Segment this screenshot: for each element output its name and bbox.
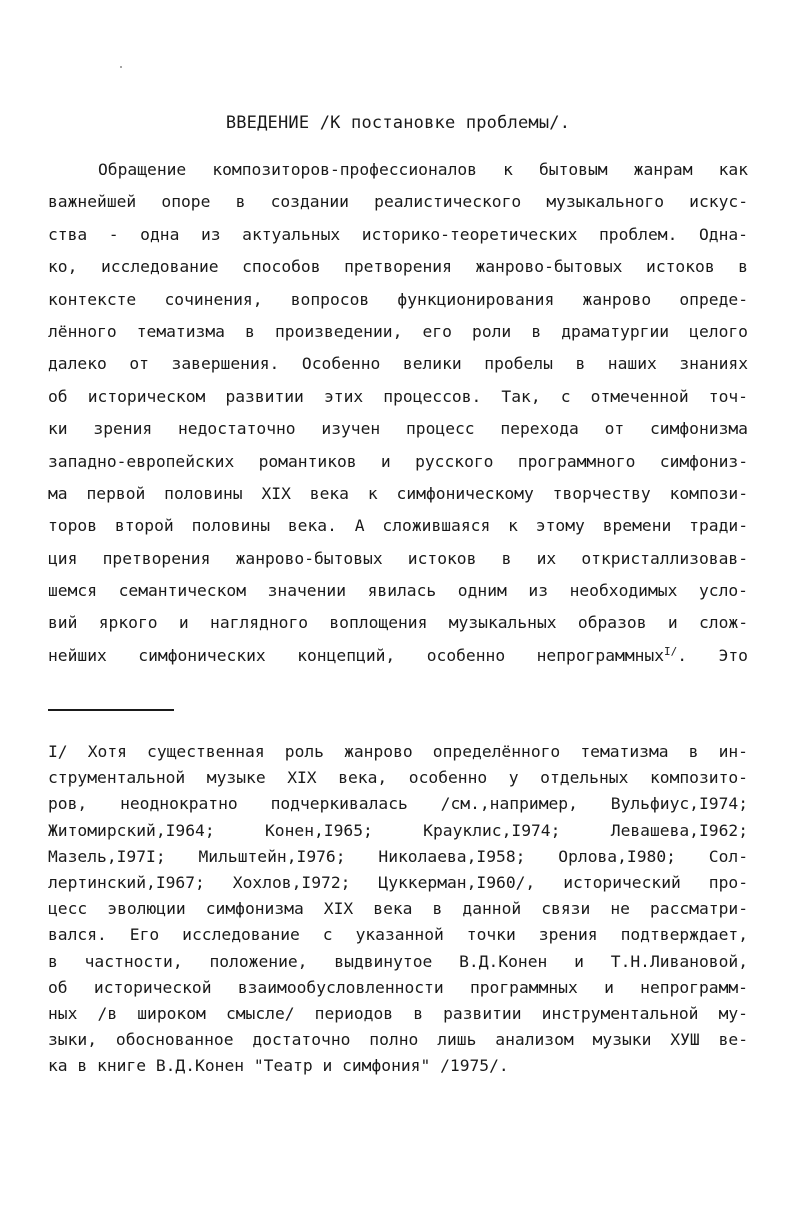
body-line: ки зрения недостаточно изучен процесс перехода от симфонизма bbox=[48, 419, 748, 439]
footnote-line: лертинский,I967; Хохлов,I972; Цуккерман,I960/, исторический про- bbox=[48, 872, 748, 892]
body-line: Обращение композиторов-профессионалов к бытовым жанрам как bbox=[98, 160, 748, 179]
body-line: далеко от завершения. Особенно велики пробелы в наших знаниях bbox=[48, 354, 748, 374]
body-text bbox=[48, 154, 748, 672]
footnote-line: ров, неоднократно подчеркивалась /см.,например, Вульфиус,I974; bbox=[48, 794, 748, 814]
footnote-line: цесс эволюции симфонизма XIX века в данной связи не рассматри- bbox=[48, 899, 748, 919]
footnote-line: I/ Хотя существенная роль жанрово определённого тематизма в ин- bbox=[48, 742, 748, 761]
footnote-line: ка в книге В.Д.Конен "Театр и симфония" /1975/. bbox=[48, 1056, 509, 1076]
footnote-line: вался. Его исследование с указанной точки зрения подтверждает, bbox=[48, 925, 748, 945]
body-line: шемся семантическом значении явилась одним из необходимых усло- bbox=[48, 581, 748, 601]
body-line: об историческом развитии этих процессов. Так, с отмеченной точ- bbox=[48, 386, 748, 406]
body-line-tail: . Это bbox=[677, 645, 748, 665]
footnote-marker: I/ bbox=[664, 644, 678, 658]
body-line: ства - одна из актуальных историко-теоретических проблем. Одна- bbox=[48, 224, 748, 244]
body-line: лённого тематизма в произведении, его роли в драматургии целого bbox=[48, 321, 748, 341]
footnote-line: ных /в широком смысле/ периодов в развитии инструментальной му- bbox=[48, 1003, 748, 1023]
footnote-divider bbox=[48, 709, 174, 711]
body-line: ция претворения жанрово-бытовых истоков в их откристаллизовав- bbox=[48, 548, 748, 568]
footnote-text bbox=[48, 739, 748, 1079]
footnote-line: в частности, положение, выдвинутое В.Д.Конен и Т.Н.Ливановой, bbox=[48, 951, 748, 971]
body-line: контексте сочинения, вопросов функционирования жанрово опреде- bbox=[48, 289, 748, 309]
scan-speck bbox=[120, 66, 122, 68]
page-title: ВВЕДЕНИЕ /К постановке проблемы/. bbox=[225, 113, 571, 133]
body-line: ма первой половины XIX века к симфоническому творчеству компози- bbox=[48, 483, 748, 503]
body-line: вий яркого и наглядного воплощения музыкальных образов и слож- bbox=[48, 613, 748, 633]
footnote-line: зыки, обоснованное достаточно полно лишь анализом музыки ХУШ ве- bbox=[48, 1030, 748, 1050]
body-line: ко, исследование способов претворения жанрово-бытовых истоков в bbox=[48, 257, 748, 277]
body-line-text: нейших симфонических концепций, особенно непрограммных bbox=[48, 645, 665, 665]
body-line: важнейшей опоре в создании реалистического музыкального искус- bbox=[48, 192, 748, 212]
footnote-line: об исторической взаимообусловленности программных и непрограмм- bbox=[48, 977, 748, 997]
footnote-line: струментальной музыке XIX века, особенно у отдельных композито- bbox=[48, 768, 748, 788]
body-line: западно-европейских романтиков и русского программного симфониз- bbox=[48, 451, 748, 471]
footnote-line: Житомирский,I964; Конен,I965; Крауклис,I974; Левашева,I962; bbox=[48, 820, 748, 840]
footnote-line: Мазель,I97I; Мильштейн,I976; Николаева,I958; Орлова,I980; Сол- bbox=[48, 846, 748, 866]
body-line: торов второй половины века. А сложившаяся к этому времени тради- bbox=[48, 516, 748, 536]
body-line-last bbox=[48, 640, 748, 672]
